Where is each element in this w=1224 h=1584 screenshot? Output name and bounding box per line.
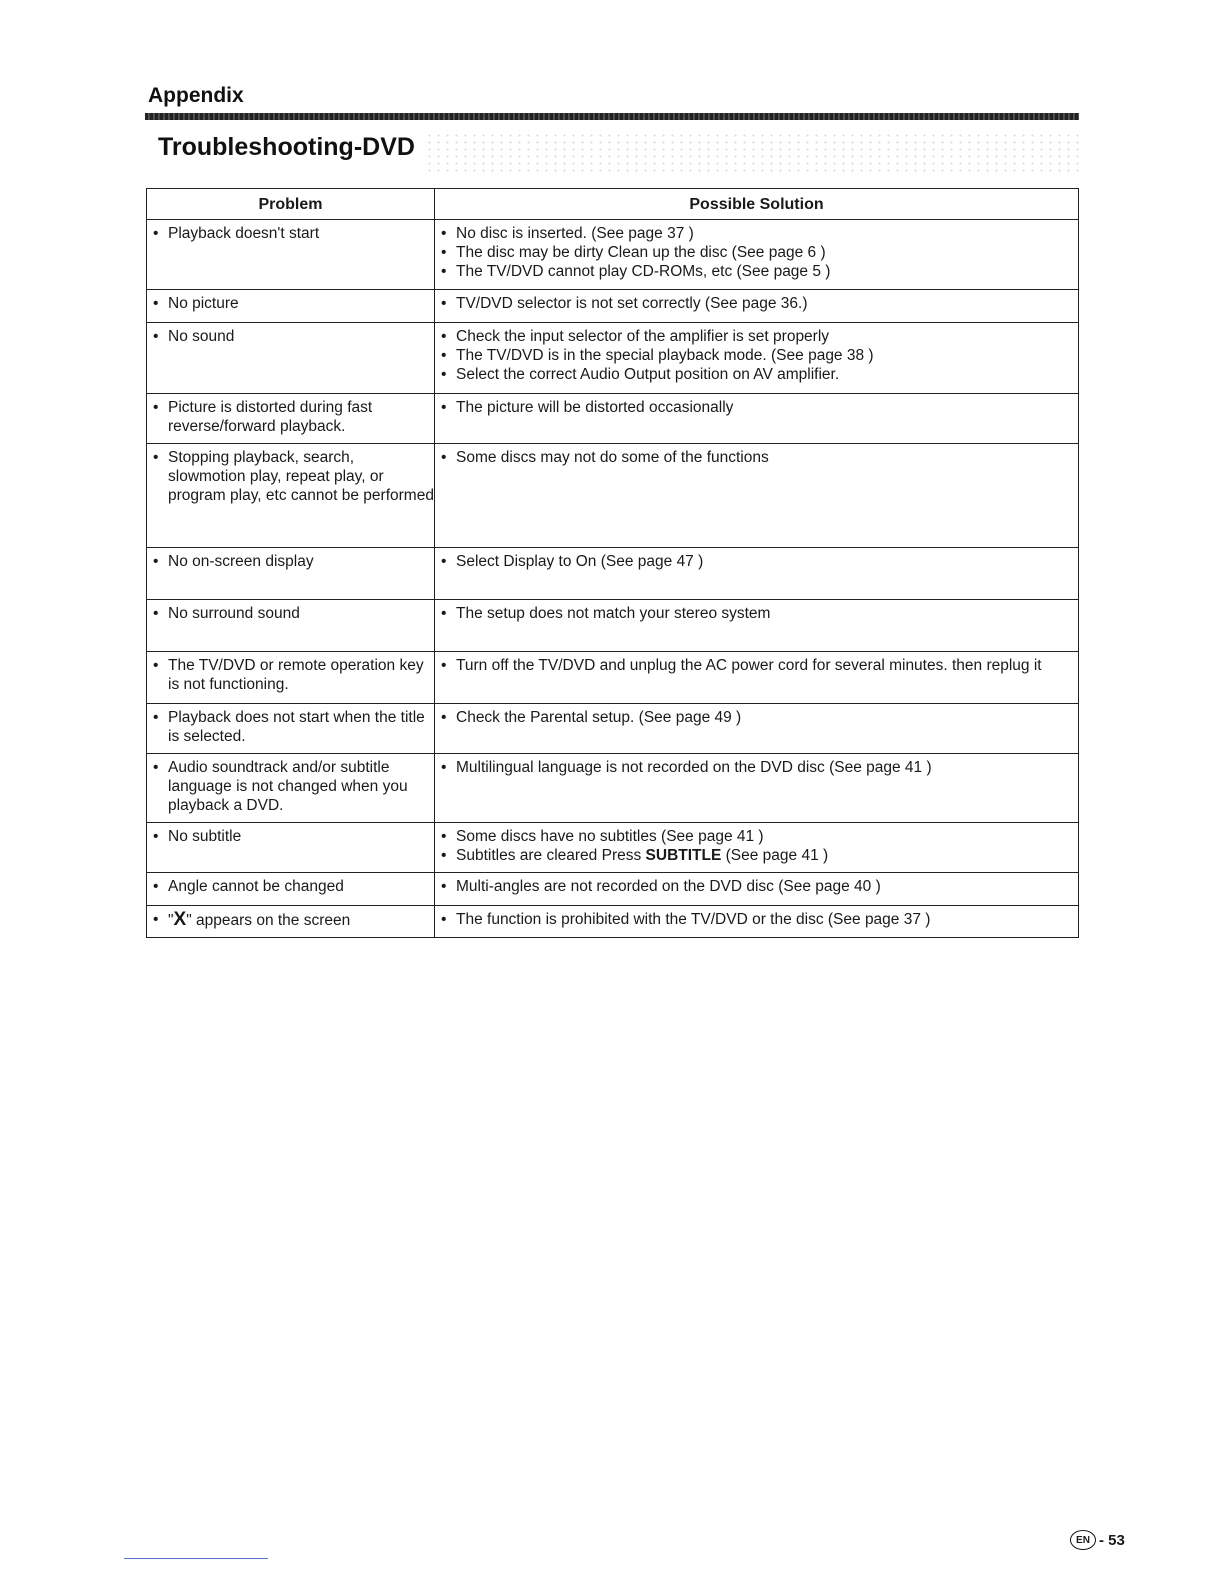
solution-cell: [435, 906, 1079, 938]
problem-text: • Picture is distorted during fast reverse/forward playback.: [153, 398, 434, 436]
solution-cell: [435, 394, 1079, 444]
quote-open: ": [168, 912, 174, 929]
solution-cell: [435, 548, 1079, 600]
title-dot-pattern: [425, 132, 1080, 172]
troubleshooting-table: [146, 188, 1079, 938]
page-number-text: - 53: [1099, 1531, 1125, 1549]
problem-text: • Playback doesn't start: [153, 224, 434, 243]
en-badge-icon: EN: [1070, 1530, 1096, 1550]
table-row: [147, 873, 1079, 906]
solution-item: • Select the correct Audio Output position on AV amplifier.: [441, 365, 1078, 384]
problem-cell: [147, 394, 435, 444]
column-header-solution: Possible Solution: [435, 189, 1079, 220]
problem-cell: [147, 873, 435, 906]
problem-text: • Playback does not start when the title is selected.: [153, 708, 434, 746]
section-label: Appendix: [148, 84, 244, 107]
solution-item: • The setup does not match your stereo system: [441, 604, 1078, 623]
problem-cell: [147, 323, 435, 394]
problem-text: • No on-screen display: [153, 552, 434, 571]
problem-text: • Audio soundtrack and/or subtitle language is not changed when you playback a DVD.: [153, 758, 434, 815]
table-row: [147, 394, 1079, 444]
solution-item: • Check the Parental setup. (See page 49 ): [441, 708, 1078, 727]
table-row: [147, 323, 1079, 394]
solution-item: • The disc may be dirty Clean up the disc (See page 6 ): [441, 243, 1078, 262]
table-row: [147, 548, 1079, 600]
table-row: [147, 754, 1079, 823]
table-header-row: [147, 189, 1079, 220]
problem-text: • No surround sound: [153, 604, 434, 623]
solution-item: • The function is prohibited with the TV/DVD or the disc (See page 37 ): [441, 910, 1078, 929]
solution-item: • Some discs have no subtitles (See page 41 ): [441, 827, 1078, 846]
solution-item: • Check the input selector of the amplifier is set properly: [441, 327, 1078, 346]
problem-cell: [147, 652, 435, 704]
solution-cell: [435, 220, 1079, 290]
problem-cell: [147, 704, 435, 754]
solution-cell: [435, 754, 1079, 823]
solution-item: • Multilingual language is not recorded on the DVD disc (See page 41 ): [441, 758, 1078, 777]
table-row: [147, 704, 1079, 754]
problem-suffix: " appears on the screen: [186, 912, 351, 929]
solution-item: • TV/DVD selector is not set correctly (See page 36.): [441, 294, 1078, 313]
problem-text: [153, 910, 434, 930]
solution-cell: [435, 600, 1079, 652]
header-rule: [145, 113, 1079, 120]
subtitle-key-label: SUBTITLE: [645, 847, 722, 864]
column-header-problem: Problem: [147, 189, 435, 220]
table-row: [147, 906, 1079, 938]
problem-text: • No picture: [153, 294, 434, 313]
solution-item: • Turn off the TV/DVD and unplug the AC power cord for several minutes. then replug it: [441, 656, 1078, 675]
page-title: Troubleshooting-DVD: [158, 133, 415, 161]
solution-item: • The TV/DVD cannot play CD-ROMs, etc (See page 5 ): [441, 262, 1078, 281]
table-row: [147, 220, 1079, 290]
table-row: [147, 823, 1079, 873]
problem-text: • No subtitle: [153, 827, 434, 846]
problem-cell: [147, 444, 435, 548]
x-mark-icon: X: [173, 909, 187, 930]
solution-text: Subtitles are cleared Press: [456, 847, 646, 864]
solution-cell: [435, 444, 1079, 548]
solution-item: • Multi-angles are not recorded on the DVD disc (See page 40 ): [441, 877, 1078, 896]
problem-text: • No sound: [153, 327, 434, 346]
solution-item: • No disc is inserted. (See page 37 ): [441, 224, 1078, 243]
problem-cell: [147, 754, 435, 823]
solution-cell: [435, 652, 1079, 704]
problem-text: • Angle cannot be changed: [153, 877, 434, 896]
solution-item: • Select Display to On (See page 47 ): [441, 552, 1078, 571]
solution-item: [441, 846, 1078, 865]
footer-rule: [124, 1558, 268, 1559]
problem-cell: [147, 220, 435, 290]
solution-cell: [435, 323, 1079, 394]
problem-cell: [147, 823, 435, 873]
solution-cell: [435, 290, 1079, 323]
table-row: [147, 444, 1079, 548]
solution-cell: [435, 704, 1079, 754]
solution-cell: [435, 823, 1079, 873]
solution-item: • Some discs may not do some of the functions: [441, 448, 1078, 467]
problem-cell: [147, 548, 435, 600]
table-row: [147, 600, 1079, 652]
problem-text: • The TV/DVD or remote operation key is not functioning.: [153, 656, 434, 694]
solution-cell: [435, 873, 1079, 906]
table-row: [147, 652, 1079, 704]
table-row: [147, 290, 1079, 323]
problem-cell: [147, 906, 435, 938]
solution-text: (See page 41 ): [721, 847, 829, 864]
problem-text: • Stopping playback, search, slowmotion play, repeat play, or program play, etc cannot be performed: [153, 448, 434, 505]
problem-cell: [147, 600, 435, 652]
solution-item: • The picture will be distorted occasionally: [441, 398, 1078, 417]
problem-cell: [147, 290, 435, 323]
page-number: [1070, 1530, 1125, 1550]
solution-item: • The TV/DVD is in the special playback mode. (See page 38 ): [441, 346, 1078, 365]
